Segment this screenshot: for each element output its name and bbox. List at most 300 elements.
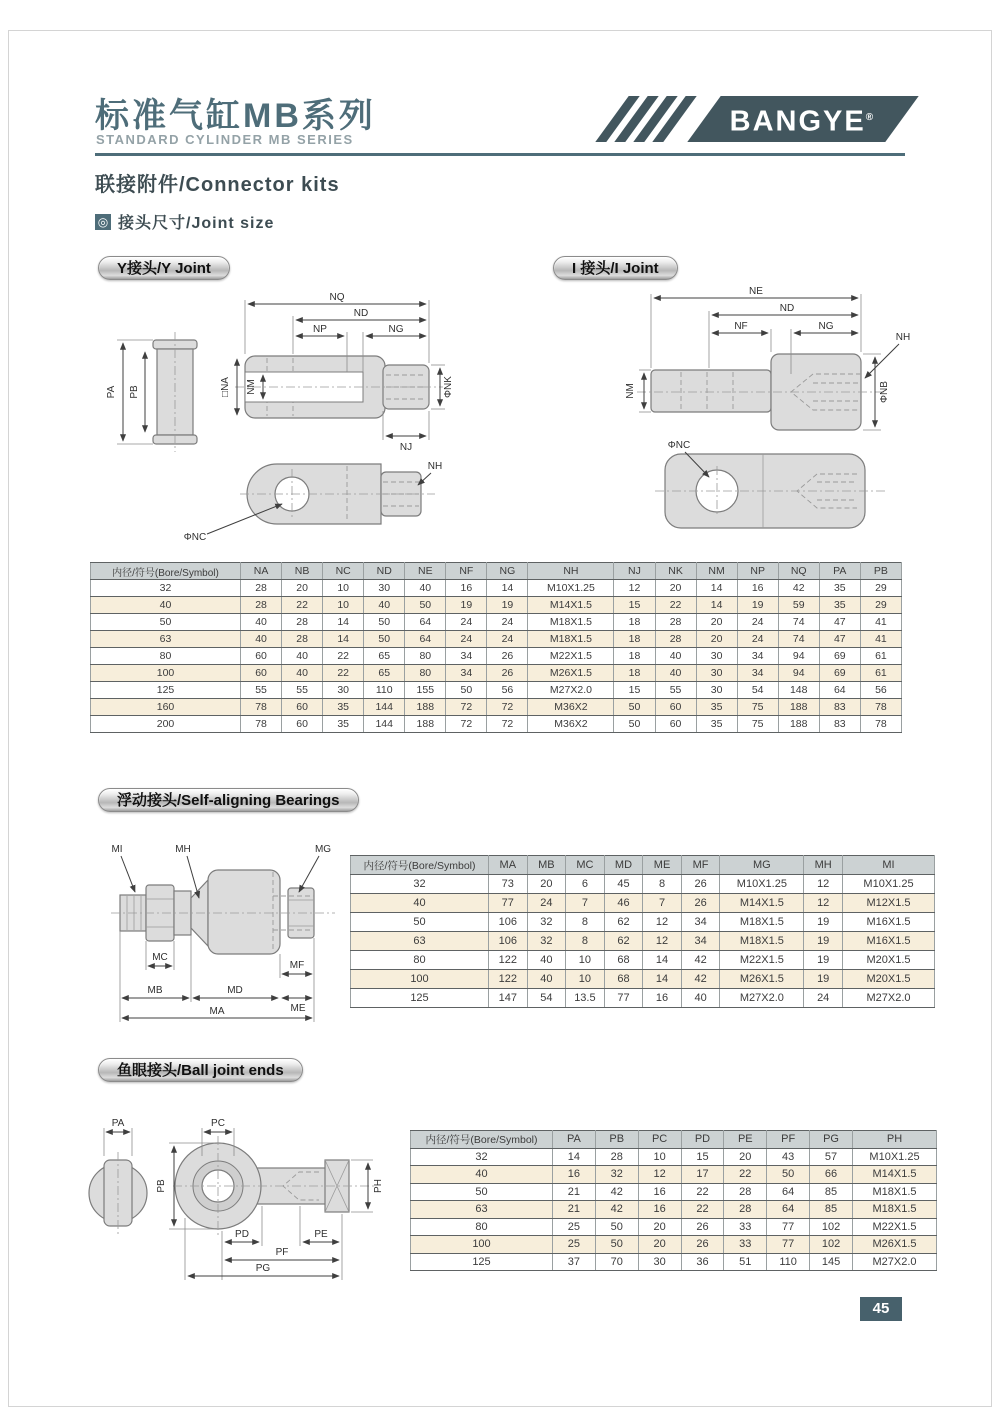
table-cell: 40 <box>351 894 489 913</box>
table-cell: 25 <box>553 1218 596 1236</box>
table-cell: 125 <box>91 682 241 699</box>
table-cell: M16X1.5 <box>843 932 935 951</box>
table-cell: 74 <box>778 631 819 648</box>
table-cell: 63 <box>411 1201 553 1219</box>
table-cell: 24 <box>487 614 528 631</box>
table-cell: 75 <box>737 716 778 733</box>
table-cell: 63 <box>91 631 241 648</box>
self-aligning-bearing-diagram <box>95 838 350 1033</box>
table-cell: 60 <box>655 699 696 716</box>
table-cell: 28 <box>724 1183 767 1201</box>
table-cell: 21 <box>553 1201 596 1219</box>
dim-label-nf: NF <box>734 321 748 332</box>
column-header: NB <box>282 563 323 580</box>
column-header: PC <box>638 1131 681 1149</box>
column-header: MD <box>604 856 643 875</box>
table-cell: 40 <box>655 665 696 682</box>
table-cell: 63 <box>351 932 489 951</box>
table-cell: 73 <box>489 875 528 894</box>
section-title-connector-kits: 联接附件/Connector kits <box>95 174 340 196</box>
table-header-row <box>411 1131 937 1149</box>
badge-i-joint: I 接头/I Joint <box>553 256 678 280</box>
table-cell: M18X1.5 <box>853 1183 937 1201</box>
table-cell: 20 <box>696 631 737 648</box>
table-cell: 15 <box>614 597 655 614</box>
table-cell: 35 <box>696 716 737 733</box>
table-cell: 188 <box>778 699 819 716</box>
table-cell: 144 <box>364 716 405 733</box>
table-cell: 60 <box>241 648 282 665</box>
table-cell: 7 <box>566 894 605 913</box>
table-cell: 32 <box>527 932 566 951</box>
table-cell: M18X1.5 <box>720 932 804 951</box>
table-cell: 13.5 <box>566 989 605 1008</box>
table-cell: 102 <box>810 1236 853 1254</box>
table-cell: 110 <box>767 1253 810 1271</box>
column-header: ND <box>364 563 405 580</box>
table-cell: 34 <box>737 648 778 665</box>
table-cell: 10 <box>566 970 605 989</box>
table-cell: 50 <box>364 631 405 648</box>
table-cell: 24 <box>737 614 778 631</box>
logo-wordmark <box>703 96 901 144</box>
table-row <box>91 580 902 597</box>
table-cell: 50 <box>614 716 655 733</box>
table-cell: 65 <box>364 665 405 682</box>
table-row <box>91 597 902 614</box>
table-cell: 10 <box>566 951 605 970</box>
table-cell: 18 <box>614 648 655 665</box>
table-cell: 40 <box>91 597 241 614</box>
table-cell: 160 <box>91 699 241 716</box>
table-cell: 34 <box>737 665 778 682</box>
table-cell: M36X2 <box>528 716 614 733</box>
table-cell: 42 <box>595 1183 638 1201</box>
column-header: NA <box>241 563 282 580</box>
table-cell: 77 <box>767 1218 810 1236</box>
table-cell: 10 <box>638 1148 681 1166</box>
table-cell: 30 <box>696 648 737 665</box>
table-cell: 40 <box>405 580 446 597</box>
table-cell: 12 <box>804 875 843 894</box>
table-cell: 19 <box>804 951 843 970</box>
column-header: NH <box>528 563 614 580</box>
ball-joint-table-wrap <box>410 1130 937 1271</box>
table-cell: M27X2.0 <box>528 682 614 699</box>
table-cell: 78 <box>860 699 901 716</box>
table-cell: 14 <box>696 597 737 614</box>
dim-label-mh: MH <box>175 844 191 855</box>
table-cell: 68 <box>604 970 643 989</box>
table-cell: 50 <box>446 682 487 699</box>
table-cell: M22X1.5 <box>720 951 804 970</box>
dim-label-ma: MA <box>209 1006 225 1017</box>
table-cell: 80 <box>411 1218 553 1236</box>
table-cell: 85 <box>810 1183 853 1201</box>
bullet-square-icon: ◎ <box>95 214 111 230</box>
column-header: NJ <box>614 563 655 580</box>
table-cell: M20X1.5 <box>843 951 935 970</box>
table-cell: 55 <box>655 682 696 699</box>
table-row <box>351 970 935 989</box>
table-cell: 100 <box>411 1236 553 1254</box>
column-header: NP <box>737 563 778 580</box>
table-cell: 24 <box>487 631 528 648</box>
dim-label-nm2: NM <box>625 383 636 399</box>
table-cell: 56 <box>860 682 901 699</box>
table-cell: 28 <box>282 631 323 648</box>
dim-label-nk: ΦNK <box>443 376 454 398</box>
dim-label-pe: PE <box>314 1229 328 1240</box>
table-cell: 32 <box>527 913 566 932</box>
column-header: PA <box>819 563 860 580</box>
table-cell: M10X1.25 <box>720 875 804 894</box>
table-cell: 106 <box>489 932 528 951</box>
table-cell: 26 <box>681 1218 724 1236</box>
table-cell: M26X1.5 <box>853 1236 937 1254</box>
y-i-joint-size-table-wrap <box>90 562 902 733</box>
table-cell: M36X2 <box>528 699 614 716</box>
table-cell: 12 <box>804 894 843 913</box>
table-cell: 51 <box>724 1253 767 1271</box>
table-cell: 155 <box>405 682 446 699</box>
table-cell: 8 <box>566 913 605 932</box>
table-row <box>351 894 935 913</box>
table-cell: 28 <box>595 1148 638 1166</box>
table-cell: 77 <box>489 894 528 913</box>
table-cell: 94 <box>778 648 819 665</box>
table-cell: 40 <box>364 597 405 614</box>
table-cell: M14X1.5 <box>720 894 804 913</box>
table-cell: 22 <box>323 648 364 665</box>
table-row <box>91 648 902 665</box>
dim-label-mg: MG <box>314 844 332 855</box>
table-cell: 14 <box>553 1148 596 1166</box>
table-cell: 28 <box>724 1201 767 1219</box>
table-cell: 54 <box>737 682 778 699</box>
brand-logo <box>608 96 908 142</box>
table-cell: 22 <box>655 597 696 614</box>
table-cell: 41 <box>860 614 901 631</box>
table-cell: M18X1.5 <box>853 1201 937 1219</box>
table-cell: 125 <box>351 989 489 1008</box>
table-cell: 50 <box>767 1166 810 1184</box>
table-cell: M22X1.5 <box>853 1218 937 1236</box>
table-cell: 83 <box>819 716 860 733</box>
column-header: MH <box>804 856 843 875</box>
table-cell: 19 <box>446 597 487 614</box>
table-cell: 30 <box>696 665 737 682</box>
dim-label-nd2: ND <box>779 303 795 314</box>
dim-label-nm: NM <box>246 379 257 395</box>
table-cell: 26 <box>487 648 528 665</box>
dim-label-me: ME <box>290 1003 306 1014</box>
table-row <box>91 682 902 699</box>
table-cell: 34 <box>681 932 720 951</box>
table-cell: M26X1.5 <box>720 970 804 989</box>
table-cell: 78 <box>241 699 282 716</box>
dim-label-nc: ΦNC <box>183 532 207 543</box>
subsection-label: 接头尺寸/Joint size <box>118 215 275 232</box>
table-cell: M18X1.5 <box>528 614 614 631</box>
self-aligning-bearing-table-wrap <box>350 855 935 1008</box>
table-row <box>351 932 935 951</box>
table-cell: 68 <box>604 951 643 970</box>
dim-label-pf: PF <box>275 1247 289 1258</box>
table-cell: 37 <box>553 1253 596 1271</box>
table-cell: 64 <box>767 1201 810 1219</box>
table-cell: 40 <box>655 648 696 665</box>
table-cell: 20 <box>655 580 696 597</box>
column-header: PF <box>767 1131 810 1149</box>
table-cell: 20 <box>696 614 737 631</box>
table-cell: 16 <box>553 1166 596 1184</box>
table-cell: 20 <box>282 580 323 597</box>
table-cell: 19 <box>804 970 843 989</box>
table-cell: 28 <box>241 580 282 597</box>
table-cell: 41 <box>860 631 901 648</box>
dim-label-nh2: NH <box>895 332 911 343</box>
column-header: PH <box>853 1131 937 1149</box>
table-cell: 19 <box>804 932 843 951</box>
table-row <box>91 716 902 733</box>
table-cell: 64 <box>767 1183 810 1201</box>
table-cell: 65 <box>364 648 405 665</box>
table-cell: 145 <box>810 1253 853 1271</box>
table-header-row <box>91 563 902 580</box>
dim-label-pa2: PA <box>111 1118 125 1129</box>
table-cell: 100 <box>91 665 241 682</box>
table-cell: 15 <box>681 1148 724 1166</box>
page-number-badge: 45 <box>860 1297 902 1321</box>
column-header: NC <box>323 563 364 580</box>
table-cell: 80 <box>405 665 446 682</box>
table-cell: 50 <box>351 913 489 932</box>
ball-joint-table <box>410 1130 937 1271</box>
table-cell: 47 <box>819 614 860 631</box>
table-cell: 12 <box>614 580 655 597</box>
table-cell: 122 <box>489 951 528 970</box>
table-cell: 83 <box>819 699 860 716</box>
table-row <box>91 614 902 631</box>
table-cell: 19 <box>737 597 778 614</box>
table-cell: 55 <box>282 682 323 699</box>
table-cell: 42 <box>681 970 720 989</box>
table-cell: 8 <box>566 932 605 951</box>
table-cell: 16 <box>638 1201 681 1219</box>
table-cell: 122 <box>489 970 528 989</box>
table-cell: 40 <box>527 970 566 989</box>
table-cell: 35 <box>323 716 364 733</box>
table-cell: 30 <box>364 580 405 597</box>
table-cell: 16 <box>643 989 682 1008</box>
table-cell: 50 <box>614 699 655 716</box>
table-cell: 72 <box>446 716 487 733</box>
dim-label-nb: ΦNB <box>879 381 890 403</box>
table-cell: 28 <box>282 614 323 631</box>
table-cell: 72 <box>487 699 528 716</box>
table-cell: 18 <box>614 631 655 648</box>
table-cell: 20 <box>638 1218 681 1236</box>
table-cell: 12 <box>638 1166 681 1184</box>
column-header: NQ <box>778 563 819 580</box>
dim-label-mi: MI <box>111 844 123 855</box>
i-joint-diagram <box>585 282 925 540</box>
badge-ball-joint-ends: 鱼眼接头/Ball joint ends <box>98 1058 303 1082</box>
table-row <box>351 913 935 932</box>
page-subtitle: STANDARD CYLINDER MB SERIES <box>96 132 354 147</box>
dim-label-nj: NJ <box>399 442 413 453</box>
table-cell: 26 <box>681 1236 724 1254</box>
table-cell: 94 <box>778 665 819 682</box>
table-cell: 36 <box>681 1253 724 1271</box>
table-cell: 24 <box>446 631 487 648</box>
table-cell: 33 <box>724 1218 767 1236</box>
page-title: 标准气缸MB系列 <box>95 97 376 135</box>
table-cell: 102 <box>810 1218 853 1236</box>
column-header: PD <box>681 1131 724 1149</box>
column-header: 内径/符号(Bore/Symbol) <box>411 1131 553 1149</box>
table-cell: 22 <box>282 597 323 614</box>
table-cell: 14 <box>323 631 364 648</box>
table-row <box>91 699 902 716</box>
table-cell: 25 <box>553 1236 596 1254</box>
dim-label-ne: NE <box>749 286 763 297</box>
table-cell: 188 <box>405 699 446 716</box>
dim-label-ng2: NG <box>818 321 834 332</box>
table-cell: 10 <box>323 580 364 597</box>
table-cell: 30 <box>638 1253 681 1271</box>
table-cell: 12 <box>643 932 682 951</box>
table-cell: 77 <box>604 989 643 1008</box>
table-cell: 26 <box>487 665 528 682</box>
table-cell: 64 <box>819 682 860 699</box>
dim-label-nc2: ΦNC <box>667 440 691 451</box>
registered-mark: ® <box>865 112 876 123</box>
table-cell: 21 <box>553 1183 596 1201</box>
table-cell: 60 <box>241 665 282 682</box>
brand-name: BANGYE <box>729 105 866 138</box>
table-cell: M27X2.0 <box>720 989 804 1008</box>
table-cell: 22 <box>681 1183 724 1201</box>
table-cell: M22X1.5 <box>528 648 614 665</box>
table-cell: 46 <box>604 894 643 913</box>
table-cell: 29 <box>860 580 901 597</box>
table-cell: 85 <box>810 1201 853 1219</box>
table-cell: 75 <box>737 699 778 716</box>
column-header: 内径/符号(Bore/Symbol) <box>351 856 489 875</box>
column-header: MF <box>681 856 720 875</box>
y-i-joint-size-table <box>90 562 902 733</box>
table-cell: 57 <box>810 1148 853 1166</box>
table-cell: 30 <box>696 682 737 699</box>
table-cell: 100 <box>351 970 489 989</box>
table-cell: 35 <box>696 699 737 716</box>
table-cell: 42 <box>681 951 720 970</box>
table-cell: M16X1.5 <box>843 913 935 932</box>
badge-self-aligning-bearings: 浮动接头/Self-aligning Bearings <box>98 788 359 812</box>
table-cell: 40 <box>282 665 323 682</box>
table-cell: 78 <box>241 716 282 733</box>
table-cell: 33 <box>724 1236 767 1254</box>
table-cell: 40 <box>241 614 282 631</box>
table-row <box>351 951 935 970</box>
table-cell: 18 <box>614 665 655 682</box>
table-cell: 50 <box>91 614 241 631</box>
column-header: MB <box>527 856 566 875</box>
column-header: MC <box>566 856 605 875</box>
table-row <box>91 631 902 648</box>
table-cell: 19 <box>804 913 843 932</box>
table-cell: 24 <box>737 631 778 648</box>
table-cell: 35 <box>819 580 860 597</box>
dim-label-pb: PB <box>129 385 140 399</box>
table-cell: 188 <box>405 716 446 733</box>
column-header: PG <box>810 1131 853 1149</box>
dim-label-pa: PA <box>106 385 117 399</box>
header-divider <box>95 153 905 156</box>
table-cell: 70 <box>595 1253 638 1271</box>
table-cell: 15 <box>614 682 655 699</box>
table-cell: 80 <box>351 951 489 970</box>
table-cell: M10X1.25 <box>528 580 614 597</box>
table-cell: 60 <box>655 716 696 733</box>
table-cell: 200 <box>91 716 241 733</box>
dim-label-pb2: PB <box>156 1179 167 1193</box>
dim-label-pc: PC <box>211 1118 225 1129</box>
table-cell: M20X1.5 <box>843 970 935 989</box>
table-cell: 29 <box>860 597 901 614</box>
table-cell: 78 <box>860 716 901 733</box>
table-cell: 61 <box>860 648 901 665</box>
table-cell: 34 <box>446 648 487 665</box>
table-cell: 22 <box>323 665 364 682</box>
table-cell: 20 <box>638 1236 681 1254</box>
column-header: NG <box>487 563 528 580</box>
table-cell: 35 <box>819 597 860 614</box>
badge-y-joint: Y接头/Y Joint <box>98 256 230 280</box>
dim-label-nq: NQ <box>329 292 345 303</box>
dim-label-md: MD <box>227 985 243 996</box>
table-cell: 42 <box>778 580 819 597</box>
table-cell: 188 <box>778 716 819 733</box>
table-cell: 64 <box>405 614 446 631</box>
table-cell: 77 <box>767 1236 810 1254</box>
table-cell: 56 <box>487 682 528 699</box>
table-cell: 16 <box>737 580 778 597</box>
table-cell: 55 <box>241 682 282 699</box>
table-cell: 18 <box>614 614 655 631</box>
table-cell: 24 <box>527 894 566 913</box>
table-row <box>411 1148 937 1166</box>
table-cell: 62 <box>604 913 643 932</box>
table-cell: 28 <box>241 597 282 614</box>
table-cell: 26 <box>681 875 720 894</box>
table-cell: 72 <box>446 699 487 716</box>
column-header: NF <box>446 563 487 580</box>
table-cell: 20 <box>724 1148 767 1166</box>
table-cell: M10X1.25 <box>853 1148 937 1166</box>
table-cell: 22 <box>681 1201 724 1219</box>
table-cell: 40 <box>282 648 323 665</box>
table-cell: 50 <box>595 1218 638 1236</box>
column-header: NK <box>655 563 696 580</box>
table-cell: M14X1.5 <box>853 1166 937 1184</box>
table-row <box>411 1166 937 1184</box>
column-header: PE <box>724 1131 767 1149</box>
table-cell: 32 <box>351 875 489 894</box>
column-header: PB <box>860 563 901 580</box>
